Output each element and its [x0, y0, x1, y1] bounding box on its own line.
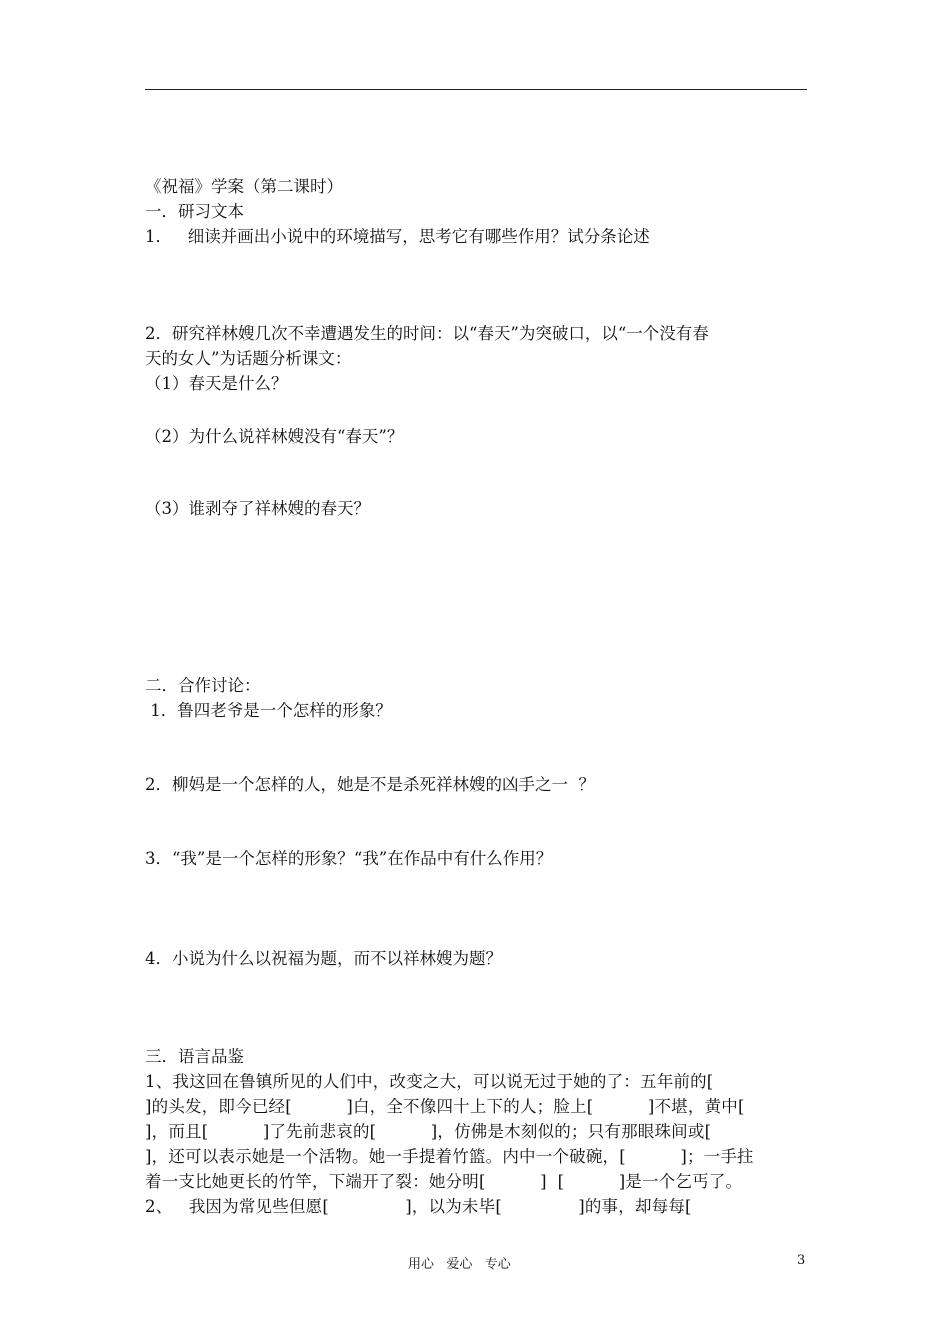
passage-line: ]的头发，即今已经[ ]白，全不像四十上下的人；脸上[ ]不堪，黄中[: [145, 1097, 745, 1116]
page-title: 《祝福》学案（第二课时）: [145, 177, 343, 196]
sub-question-3: （3）谁剥夺了祥林嫂的春天？: [145, 499, 370, 518]
footer-motto: 用心 爱心 专心: [408, 1257, 511, 1272]
question-1-1: 1． 细读并画出小说中的环境描写，思考它有哪些作用？试分条论述: [145, 227, 650, 246]
sub-question-1: （1）春天是什么？: [145, 374, 288, 393]
question-2-1: 1．鲁四老爷是一个怎样的形象？: [145, 701, 392, 720]
section-1-heading: 一．研习文本: [145, 202, 244, 221]
passage-line: 2、 我因为常见些但愿[ ]，以为未毕[ ]的事，却每每[: [145, 1197, 692, 1216]
passage-line: ]，而且[ ]了先前悲哀的[ ]，仿佛是木刻似的；只有那眼珠间或[: [145, 1122, 712, 1141]
passage-line: ]，还可以表示她是一个活物。她一手提着竹篮。内中一个破碗，[ ]；一手拄: [145, 1147, 754, 1166]
section-3-heading: 三．语言品鉴: [145, 1047, 244, 1066]
header-rule: [145, 89, 807, 90]
sub-question-2: （2）为什么说祥林嫂没有“春天”？: [145, 427, 404, 446]
section-2-heading: 二．合作讨论：: [145, 676, 261, 695]
passage-line: 1、我这回在鲁镇所见的人们中，改变之大，可以说无过于她的了：五年前的[: [145, 1072, 714, 1091]
question-1-2-line-2: 天的女人”为话题分析课文：: [145, 349, 352, 368]
question-2-3: 3．“我”是一个怎样的形象？“我”在作品中有什么作用？: [145, 849, 553, 868]
question-2-2: 2．柳妈是一个怎样的人，她是不是杀死祥林嫂的凶手之一 ？: [145, 775, 595, 794]
page-number: 3: [797, 1253, 806, 1268]
question-2-4: 4．小说为什么以祝福为题，而不以祥林嫂为题？: [145, 949, 502, 968]
question-1-2-line-1: 2．研究祥林嫂几次不幸遭遇发生的时间：以“春天”为突破口，以“一个没有春: [145, 324, 709, 343]
passage-line: 着一支比她更长的竹竿，下端开了裂：她分明[ ] [ ]是一个乞丐了。: [145, 1172, 743, 1191]
